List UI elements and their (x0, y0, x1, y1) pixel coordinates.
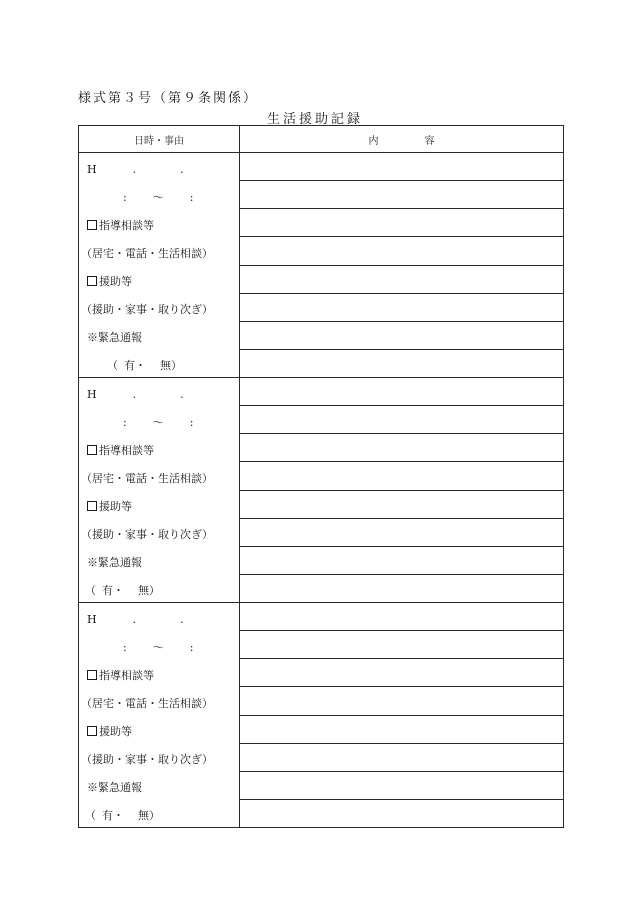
emergency-choice (85, 802, 160, 830)
content-line-cell[interactable] (240, 743, 564, 771)
time-tilde: 〜 (152, 416, 164, 429)
assistance-checkbox[interactable] (87, 276, 97, 286)
entry-block (79, 153, 239, 377)
emergency-label: ※緊急通報 (87, 331, 142, 344)
emergency-yes[interactable]: 有・ (102, 809, 124, 822)
content-line-cell[interactable] (240, 181, 564, 209)
emergency-yes[interactable]: 有・ (124, 359, 146, 372)
emergency-no[interactable]: 無） (138, 809, 160, 822)
date-line (87, 156, 184, 184)
guidance-checkbox[interactable] (87, 220, 97, 230)
emergency-label: ※緊急通報 (87, 781, 142, 794)
time-colon: : (189, 191, 194, 204)
content-line-cell[interactable] (240, 349, 564, 377)
date-separator: . (180, 613, 184, 626)
assistance-detail: （援助・家事・取り次ぎ） (81, 303, 213, 316)
content-line-cell[interactable] (240, 659, 564, 687)
emergency-choice (107, 352, 182, 380)
entry-block (79, 378, 239, 602)
assistance-detail: （援助・家事・取り次ぎ） (81, 753, 213, 766)
assistance-line (87, 268, 132, 296)
content-line-cell[interactable] (240, 265, 564, 293)
emergency-choice (85, 577, 160, 605)
date-line (87, 381, 184, 409)
time-tilde: 〜 (152, 191, 164, 204)
header-content: 内容 (240, 126, 564, 153)
content-line-cell[interactable] (240, 153, 564, 181)
guidance-detail: （居宅・電話・生活相談） (81, 697, 213, 710)
guidance-label: 指導相談等 (99, 219, 154, 232)
guidance-line (87, 662, 154, 690)
time-tilde: 〜 (152, 641, 164, 654)
time-colon: : (123, 191, 127, 204)
content-line-cell[interactable] (240, 237, 564, 265)
content-line-cell[interactable] (240, 715, 564, 743)
date-separator: . (132, 613, 137, 626)
time-colon: : (189, 416, 194, 429)
date-era: H (87, 163, 97, 176)
record-row (79, 378, 564, 406)
content-line-cell[interactable] (240, 631, 564, 659)
guidance-label: 指導相談等 (99, 444, 154, 457)
content-line-cell[interactable] (240, 603, 564, 631)
time-line (123, 409, 193, 437)
emergency-open: （ (107, 359, 118, 372)
date-era: H (87, 613, 97, 626)
assistance-label: 援助等 (99, 275, 132, 288)
time-line (123, 184, 193, 212)
assistance-checkbox[interactable] (87, 501, 97, 511)
entry-datetime-reason-cell (79, 153, 240, 378)
content-line-cell[interactable] (240, 209, 564, 237)
date-separator: . (132, 388, 137, 401)
guidance-label: 指導相談等 (99, 669, 154, 682)
time-colon: : (123, 641, 127, 654)
content-line-cell[interactable] (240, 490, 564, 518)
emergency-open: （ (85, 584, 96, 597)
time-colon: : (123, 416, 127, 429)
guidance-detail: （居宅・電話・生活相談） (81, 247, 213, 260)
form-title: 生活援助記録 (266, 112, 363, 127)
content-line-cell[interactable] (240, 321, 564, 349)
emergency-label: ※緊急通報 (87, 556, 142, 569)
content-line-cell[interactable] (240, 518, 564, 546)
content-line-cell[interactable] (240, 799, 564, 827)
guidance-checkbox[interactable] (87, 670, 97, 680)
emergency-no[interactable]: 無） (138, 584, 160, 597)
assistance-detail: （援助・家事・取り次ぎ） (81, 528, 213, 541)
form-code: 様式第３号（第９条関係） (78, 91, 259, 106)
content-line-cell[interactable] (240, 574, 564, 602)
content-line-cell[interactable] (240, 687, 564, 715)
guidance-detail: （居宅・電話・生活相談） (81, 472, 213, 485)
content-line-cell[interactable] (240, 434, 564, 462)
time-line (123, 634, 193, 662)
content-line-cell[interactable] (240, 462, 564, 490)
guidance-line (87, 437, 154, 465)
entry-block (79, 603, 239, 827)
entry-datetime-reason-cell (79, 603, 240, 828)
content-line-cell[interactable] (240, 406, 564, 434)
header-datetime-reason: 日時・事由 (79, 126, 240, 153)
table-header-row (79, 126, 564, 153)
entry-datetime-reason-cell (79, 378, 240, 603)
assistance-checkbox[interactable] (87, 726, 97, 736)
date-separator: . (132, 163, 137, 176)
content-line-cell[interactable] (240, 546, 564, 574)
date-era: H (87, 388, 97, 401)
record-table (78, 125, 564, 828)
content-line-cell[interactable] (240, 771, 564, 799)
content-line-cell[interactable] (240, 293, 564, 321)
time-colon: : (189, 641, 194, 654)
assistance-line (87, 718, 132, 746)
date-line (87, 606, 184, 634)
date-separator: . (180, 388, 184, 401)
emergency-yes[interactable]: 有・ (102, 584, 124, 597)
content-line-cell[interactable] (240, 378, 564, 406)
record-row (79, 153, 564, 181)
emergency-open: （ (85, 809, 96, 822)
guidance-checkbox[interactable] (87, 445, 97, 455)
record-row (79, 603, 564, 631)
emergency-no[interactable]: 無） (160, 359, 182, 372)
assistance-label: 援助等 (99, 725, 132, 738)
assistance-label: 援助等 (99, 500, 132, 513)
date-separator: . (180, 163, 184, 176)
guidance-line (87, 212, 154, 240)
assistance-line (87, 493, 132, 521)
